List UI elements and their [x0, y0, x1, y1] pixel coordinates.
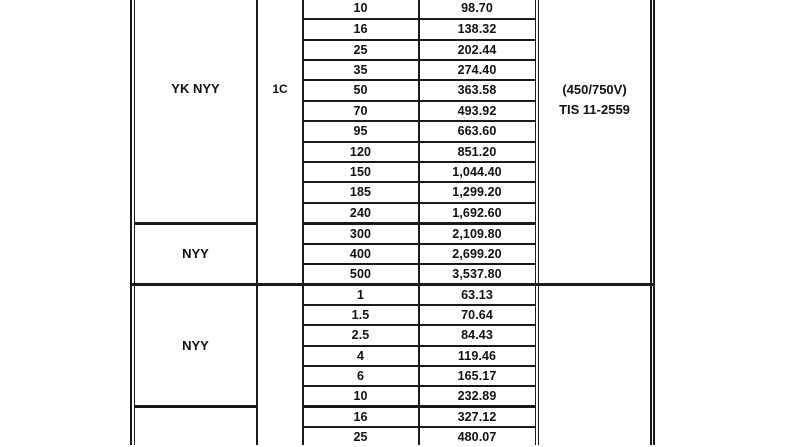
size-cell: 500 [349, 266, 372, 281]
price-cell: 98.70 [461, 1, 493, 15]
size-cell: 95 [353, 124, 368, 138]
price-cell: 202.44 [457, 42, 497, 57]
core-count-label: 1C [272, 82, 288, 96]
price-cell: 363.58 [457, 83, 497, 97]
size-cell: 10 [353, 388, 368, 403]
price-cell: 851.20 [457, 144, 497, 159]
price-cell: 138.32 [457, 22, 497, 36]
price-cell: 84.43 [461, 328, 493, 342]
cable-type-yk-nyy [135, 0, 256, 222]
table-border-right-inner [650, 0, 652, 445]
size-cell: 16 [353, 409, 368, 424]
price-cell: 3,537.80 [452, 266, 502, 281]
table-border-right-outer [653, 0, 655, 445]
core-count [258, 0, 302, 222]
size-cell: 16 [353, 22, 368, 36]
size-cell: 120 [349, 144, 372, 159]
cable-type-label: NYY [182, 337, 209, 353]
price-cell: 165.17 [457, 368, 497, 383]
size-cell: 35 [353, 62, 368, 77]
cable-spec [539, 0, 650, 283]
price-cell: 63.13 [461, 288, 493, 302]
cable-type-label: NYY [182, 245, 209, 261]
price-cell: 663.60 [457, 124, 497, 138]
size-cell: 1.5 [351, 307, 370, 322]
size-cell: 50 [353, 83, 368, 97]
price-cell: 232.89 [457, 388, 497, 403]
price-cell: 1,299.20 [452, 185, 502, 199]
size-cell: 150 [349, 164, 372, 179]
voltage-rating: (450/750V) [562, 82, 627, 97]
price-cell: 119.46 [457, 348, 497, 363]
size-cell: 70 [353, 103, 368, 118]
price-cell: 480.07 [457, 430, 497, 444]
table-border-left-outer [130, 0, 132, 445]
size-cell: 1 [356, 288, 365, 302]
price-cell: 1,692.60 [452, 205, 502, 220]
price-cell: 70.64 [461, 307, 493, 322]
size-cell: 185 [349, 185, 372, 199]
cable-type-label: YK NYY [171, 81, 220, 96]
size-cell: 400 [349, 246, 372, 261]
price-cell: 493.92 [457, 103, 497, 118]
size-cell: 6 [356, 368, 365, 383]
size-cell: 10 [353, 1, 368, 15]
price-cell: 2,699.20 [452, 246, 502, 261]
price-cell: 274.40 [457, 62, 497, 77]
cable-type-nyy-large [135, 224, 256, 283]
price-cell: 2,109.80 [452, 226, 502, 241]
size-cell: 4 [356, 348, 365, 363]
price-cell: 327.12 [457, 409, 497, 424]
size-cell: 25 [353, 42, 368, 57]
size-cell: 2.5 [351, 328, 370, 342]
size-cell: 300 [349, 226, 372, 241]
cable-type-next [135, 407, 256, 445]
standard-code: TIS 11-2559 [559, 102, 630, 117]
size-cell: 25 [353, 430, 368, 444]
size-cell: 240 [349, 205, 372, 220]
price-cell: 1,044.40 [452, 164, 502, 179]
cable-type-nyy-small [135, 286, 256, 405]
